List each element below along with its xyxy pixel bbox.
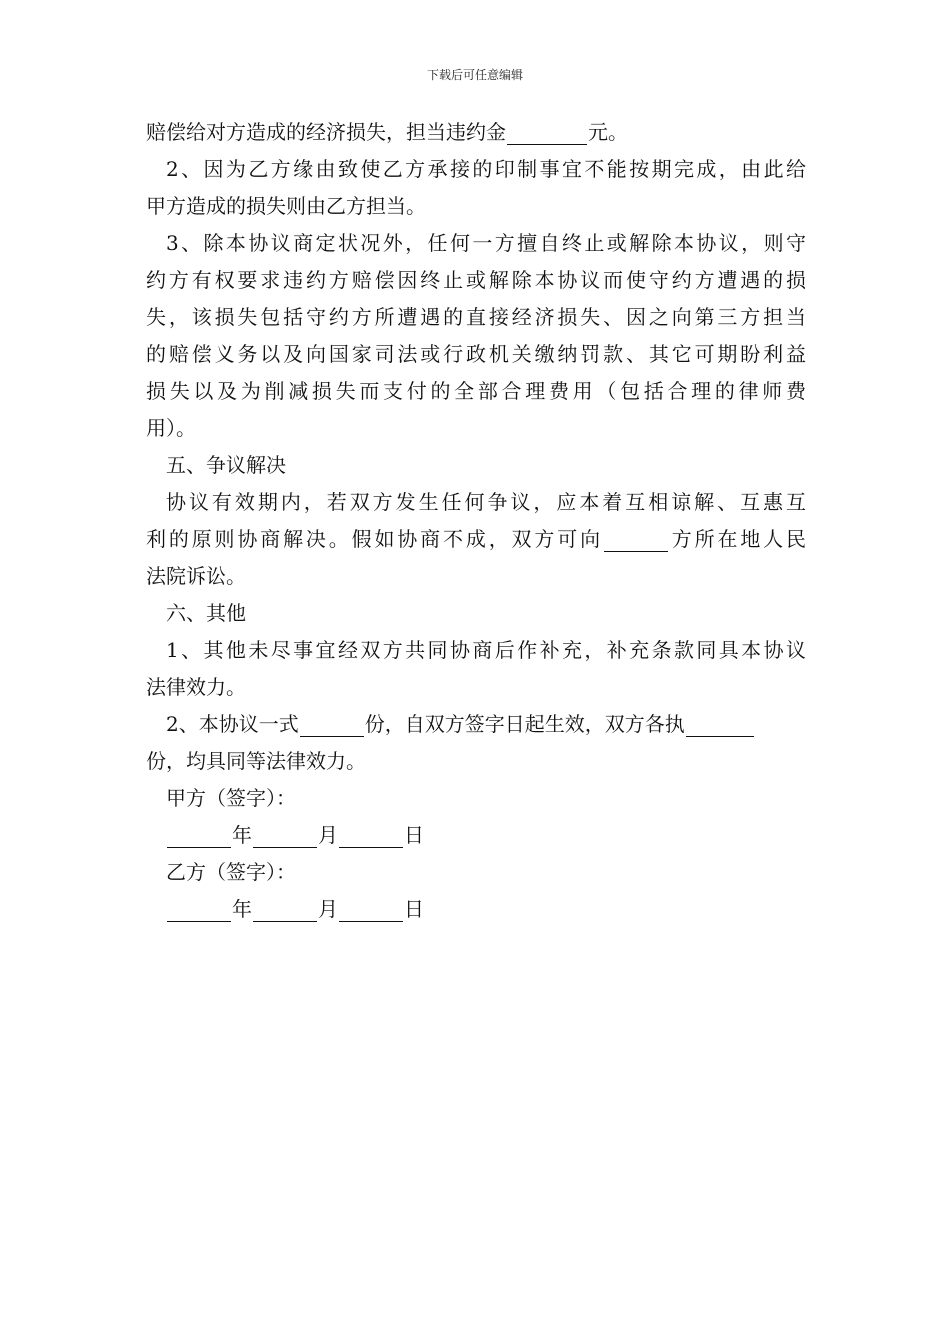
text-segment: 赔偿给对方造成的经济损失，担当违约金 bbox=[146, 120, 506, 144]
text-segment: 方所在地人民 bbox=[668, 527, 807, 551]
party-b-date-line bbox=[146, 891, 806, 928]
copies-total-blank bbox=[300, 710, 364, 737]
paragraph-line: 甲方造成的损失则由乙方担当。 bbox=[146, 194, 426, 218]
text-segment: 利的原则协商解决。假如协商不成，双方可向 bbox=[146, 527, 603, 551]
paragraph-line: 的赔偿义务以及向国家司法或行政机关缴纳罚款、其它可期盼利益 bbox=[146, 342, 806, 366]
paragraph-line bbox=[146, 521, 806, 558]
party-b-signature-label: 乙方（签字）： bbox=[166, 860, 296, 884]
copies-each-blank bbox=[686, 710, 754, 737]
paragraph-line: 3、除本协议商定状况外，任何一方擅自终止或解除本协议，则守 bbox=[166, 231, 806, 255]
paragraph-line: 用）。 bbox=[146, 416, 196, 440]
paragraph-line: 失，该损失包括守约方所遭遇的直接经济损失、因之向第三方担当 bbox=[146, 305, 806, 329]
day-label: 日 bbox=[404, 897, 424, 921]
paragraph-line: 1、其他未尽事宜经双方共同协商后作补充，补充条款同具本协议 bbox=[166, 638, 806, 662]
penalty-amount-blank bbox=[507, 118, 587, 145]
section-heading-dispute: 五、争议解决 bbox=[166, 453, 286, 477]
paragraph-line: 份，均具同等法律效力。 bbox=[146, 749, 366, 773]
day-blank bbox=[339, 895, 403, 922]
year-blank bbox=[167, 895, 231, 922]
paragraph-line: 协议有效期内，若双方发生任何争议，应本着互相谅解、互惠互 bbox=[166, 490, 806, 514]
year-label: 年 bbox=[232, 897, 252, 921]
paragraph-line: 损失以及为削减损失而支付的全部合理费用（包括合理的律师费 bbox=[146, 379, 806, 403]
paragraph-line bbox=[146, 114, 806, 151]
section-heading-other: 六、其他 bbox=[166, 601, 246, 625]
month-label: 月 bbox=[318, 897, 338, 921]
text-segment: 份，自双方签字日起生效，双方各执 bbox=[364, 712, 685, 736]
month-blank bbox=[253, 821, 317, 848]
paragraph-line: 2、因为乙方缘由致使乙方承接的印制事宜不能按期完成，由此给 bbox=[166, 157, 806, 181]
text-segment: 2、本协议一式 bbox=[166, 712, 299, 736]
paragraph-line: 法院诉讼。 bbox=[146, 564, 246, 588]
year-label: 年 bbox=[232, 823, 252, 847]
month-label: 月 bbox=[318, 823, 338, 847]
document-body bbox=[146, 114, 806, 928]
party-a-date-line bbox=[146, 817, 806, 854]
paragraph-line: 法律效力。 bbox=[146, 675, 246, 699]
page-header-note: 下载后可任意编辑 bbox=[426, 68, 523, 82]
party-a-signature-label: 甲方（签字）： bbox=[166, 786, 296, 810]
month-blank bbox=[253, 895, 317, 922]
day-label: 日 bbox=[404, 823, 424, 847]
text-segment: 元。 bbox=[588, 120, 628, 144]
court-party-blank bbox=[604, 525, 668, 552]
day-blank bbox=[339, 821, 403, 848]
paragraph-line bbox=[146, 706, 806, 743]
paragraph-line: 约方有权要求违约方赔偿因终止或解除本协议而使守约方遭遇的损 bbox=[146, 268, 806, 292]
year-blank bbox=[167, 821, 231, 848]
